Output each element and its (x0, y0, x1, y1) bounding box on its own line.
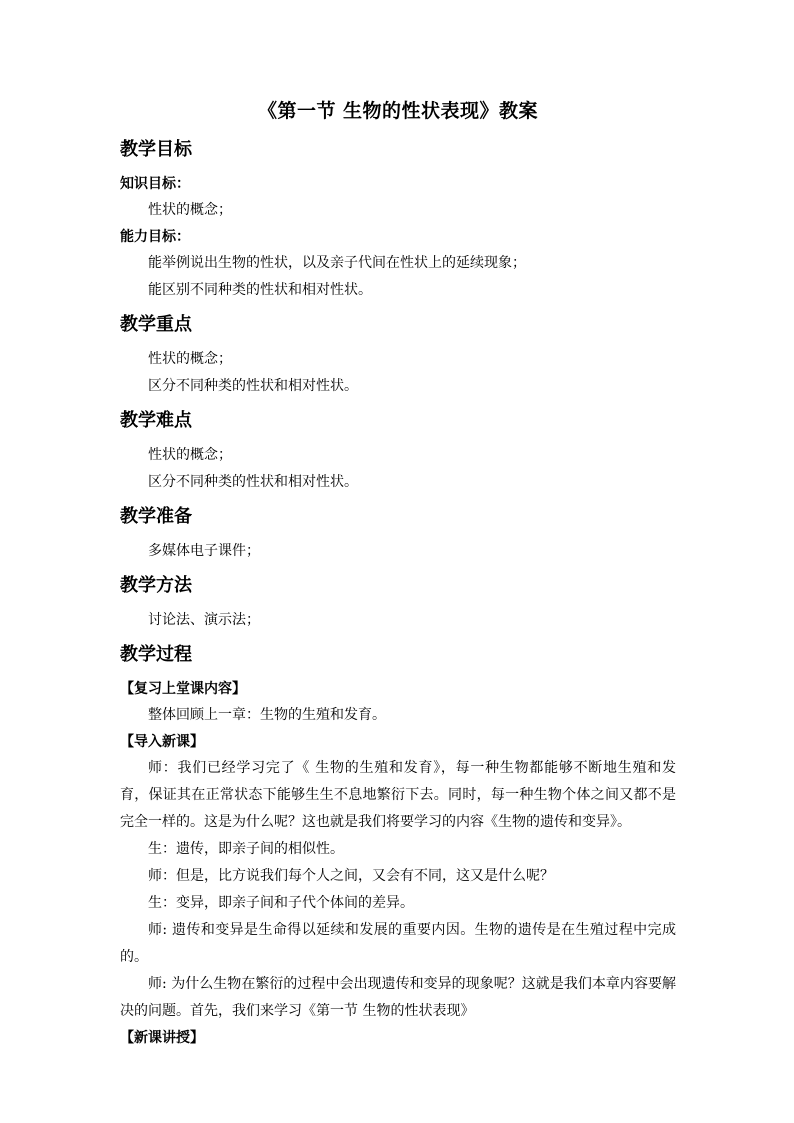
heading-process: 教学过程 (120, 644, 192, 665)
difficult-point-line: 性状的概念； (148, 447, 232, 463)
heading-teaching-goals: 教学目标 (120, 139, 192, 160)
heading-difficult-points: 教学难点 (120, 410, 192, 431)
dialogue-paragraph: 生：变异，即亲子间和子代个体间的差异。 (148, 895, 414, 911)
key-point-line: 区分不同种类的性状和相对性状。 (148, 378, 358, 394)
key-point-line: 性状的概念； (148, 351, 232, 367)
dialogue-paragraph: 师：我们已经学习完了《 生物的生殖和发育》，每一种生物都能够不断地生殖和发育，保证其在正常状态下能够生生不息地繁衍下去。同时，每一种生物个体之间又都不是完全一样的。这是为什么呢？这也就是我们将要学习的内容《生物的遗传和变异》。 (120, 760, 676, 830)
preparation-line: 多媒体电子课件； (148, 543, 260, 559)
dialogue-paragraph: 师：但是，比方说我们每个人之间，又会有不同，这又是什么呢？ (148, 868, 554, 884)
document-body (120, 96, 676, 1051)
document-title: 《第一节 生物的性状表现》教案 (257, 100, 539, 122)
dialogue-paragraph: 师: 为什么生物在繁衍的过程中会出现遗传和变异的现象呢？这就是我们本章内容要解决的问题。首先，我们来学习《第一节 生物的性状表现》 (120, 976, 676, 1019)
label-intro: 【导入新课】 (120, 734, 204, 750)
ability-goal-line: 能举例说出生物的性状，以及亲子代间在性状上的延续现象； (148, 255, 526, 271)
heading-preparation: 教学准备 (120, 506, 192, 527)
review-line: 整体回顾上一章：生物的生殖和发育。 (148, 707, 386, 723)
ability-goal-line: 能区别不同种类的性状和相对性状。 (148, 282, 372, 298)
knowledge-goal-line: 性状的概念； (148, 202, 232, 218)
label-review: 【复习上堂课内容】 (120, 681, 246, 697)
dialogue-paragraph: 师: 遗传和变异是生命得以延续和发展的重要内因。生物的遗传是在生殖过程中完成的。 (120, 922, 676, 965)
label-new-lesson: 【新课讲授】 (120, 1030, 204, 1046)
heading-methods: 教学方法 (120, 575, 192, 596)
difficult-point-line: 区分不同种类的性状和相对性状。 (148, 474, 358, 490)
subheading-knowledge-goals: 知识目标： (120, 176, 190, 192)
methods-line: 讨论法、演示法； (148, 612, 260, 628)
subheading-ability-goals: 能力目标： (120, 229, 190, 245)
dialogue-paragraph: 生：遗传，即亲子间的相似性。 (148, 841, 344, 857)
heading-key-points: 教学重点 (120, 314, 192, 335)
